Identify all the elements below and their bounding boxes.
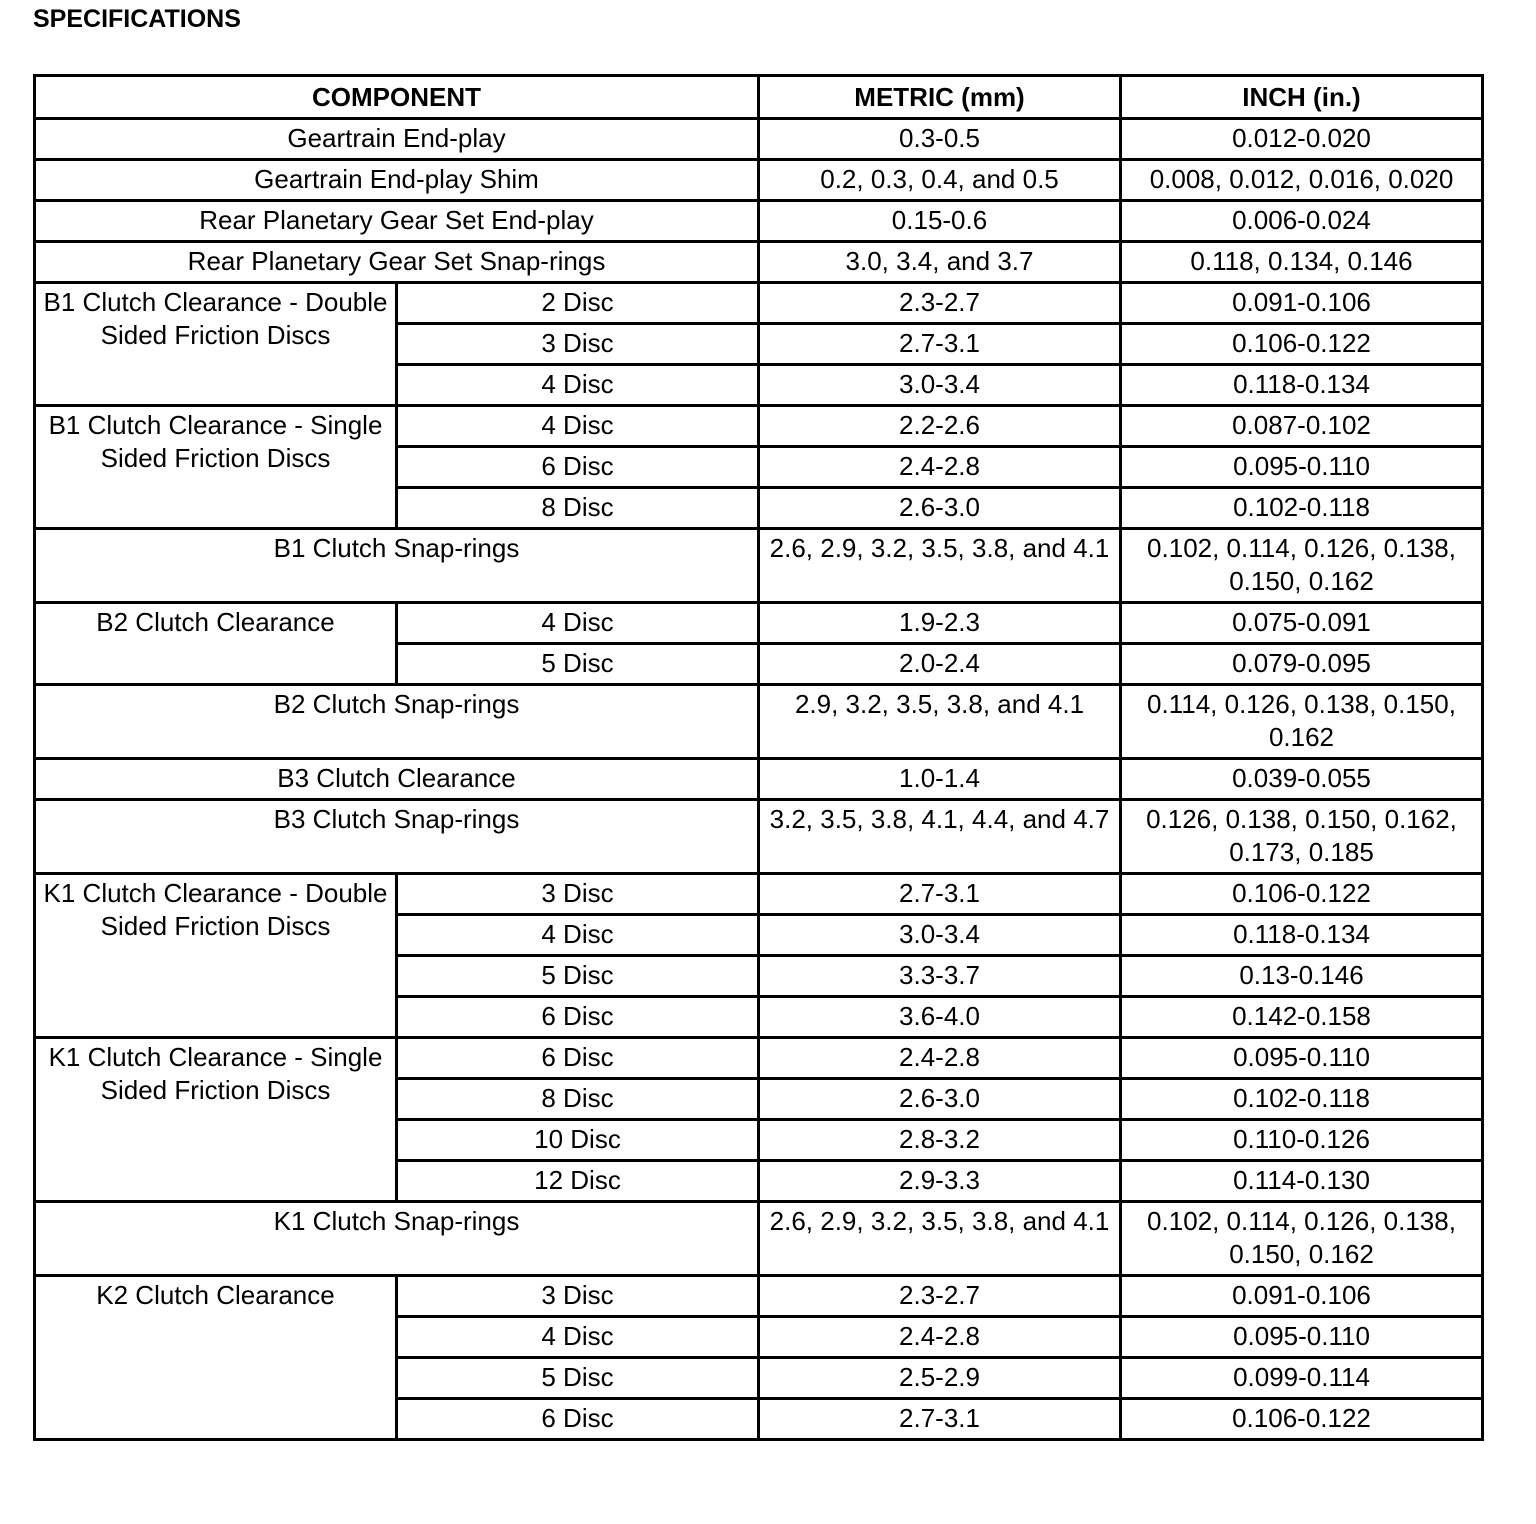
metric-cell: 3.0, 3.4, and 3.7 — [759, 242, 1121, 283]
disc-count-cell: 6 Disc — [397, 997, 759, 1038]
metric-cell: 2.6, 2.9, 3.2, 3.5, 3.8, and 4.1 — [759, 529, 1121, 603]
specifications-table — [33, 74, 1484, 1441]
component-group-cell: K1 Clutch Clearance - Single Sided Friction Discs — [35, 1038, 397, 1202]
metric-cell: 3.0-3.4 — [759, 365, 1121, 406]
inch-cell: 0.114-0.130 — [1121, 1161, 1483, 1202]
metric-cell: 2.4-2.8 — [759, 1317, 1121, 1358]
inch-cell: 0.099-0.114 — [1121, 1358, 1483, 1399]
disc-count-cell: 4 Disc — [397, 915, 759, 956]
table-row — [35, 759, 1483, 800]
metric-cell: 2.4-2.8 — [759, 1038, 1121, 1079]
disc-count-cell: 5 Disc — [397, 956, 759, 997]
metric-cell: 3.2, 3.5, 3.8, 4.1, 4.4, and 4.7 — [759, 800, 1121, 874]
inch-cell: 0.106-0.122 — [1121, 1399, 1483, 1440]
component-cell: B1 Clutch Snap-rings — [35, 529, 759, 603]
component-cell: K1 Clutch Snap-rings — [35, 1202, 759, 1276]
table-row — [35, 283, 1483, 324]
column-header-inch: INCH (in.) — [1121, 76, 1483, 119]
metric-cell: 2.9, 3.2, 3.5, 3.8, and 4.1 — [759, 685, 1121, 759]
inch-cell: 0.142-0.158 — [1121, 997, 1483, 1038]
disc-count-cell: 12 Disc — [397, 1161, 759, 1202]
metric-cell: 3.3-3.7 — [759, 956, 1121, 997]
disc-count-cell: 2 Disc — [397, 283, 759, 324]
metric-cell: 2.5-2.9 — [759, 1358, 1121, 1399]
inch-cell: 0.106-0.122 — [1121, 324, 1483, 365]
disc-count-cell: 3 Disc — [397, 324, 759, 365]
table-header-row — [35, 76, 1483, 119]
table-row — [35, 874, 1483, 915]
metric-cell: 3.0-3.4 — [759, 915, 1121, 956]
inch-cell: 0.102, 0.114, 0.126, 0.138, 0.150, 0.162 — [1121, 1202, 1483, 1276]
metric-cell: 2.6-3.0 — [759, 488, 1121, 529]
inch-cell: 0.012-0.020 — [1121, 119, 1483, 160]
table-row — [35, 685, 1483, 759]
metric-cell: 2.2-2.6 — [759, 406, 1121, 447]
disc-count-cell: 3 Disc — [397, 874, 759, 915]
component-cell: Geartrain End-play Shim — [35, 160, 759, 201]
inch-cell: 0.039-0.055 — [1121, 759, 1483, 800]
component-group-cell: B2 Clutch Clearance — [35, 603, 397, 685]
metric-cell: 2.6-3.0 — [759, 1079, 1121, 1120]
table-row — [35, 1038, 1483, 1079]
table-row — [35, 529, 1483, 603]
metric-cell: 2.7-3.1 — [759, 324, 1121, 365]
inch-cell: 0.006-0.024 — [1121, 201, 1483, 242]
component-cell: B3 Clutch Clearance — [35, 759, 759, 800]
inch-cell: 0.118, 0.134, 0.146 — [1121, 242, 1483, 283]
disc-count-cell: 6 Disc — [397, 1038, 759, 1079]
table-row — [35, 603, 1483, 644]
disc-count-cell: 8 Disc — [397, 1079, 759, 1120]
component-group-cell: B1 Clutch Clearance - Single Sided Friction Discs — [35, 406, 397, 529]
inch-cell: 0.087-0.102 — [1121, 406, 1483, 447]
disc-count-cell: 3 Disc — [397, 1276, 759, 1317]
component-cell: B3 Clutch Snap-rings — [35, 800, 759, 874]
disc-count-cell: 6 Disc — [397, 447, 759, 488]
inch-cell: 0.118-0.134 — [1121, 365, 1483, 406]
disc-count-cell: 6 Disc — [397, 1399, 759, 1440]
page-title: SPECIFICATIONS — [33, 5, 241, 33]
component-group-cell: K1 Clutch Clearance - Double Sided Friction Discs — [35, 874, 397, 1038]
inch-cell: 0.102-0.118 — [1121, 1079, 1483, 1120]
inch-cell: 0.106-0.122 — [1121, 874, 1483, 915]
inch-cell: 0.095-0.110 — [1121, 447, 1483, 488]
metric-cell: 0.2, 0.3, 0.4, and 0.5 — [759, 160, 1121, 201]
disc-count-cell: 4 Disc — [397, 603, 759, 644]
disc-count-cell: 4 Disc — [397, 1317, 759, 1358]
table-row — [35, 800, 1483, 874]
table-row — [35, 242, 1483, 283]
table-row — [35, 1202, 1483, 1276]
inch-cell: 0.118-0.134 — [1121, 915, 1483, 956]
inch-cell: 0.102-0.118 — [1121, 488, 1483, 529]
inch-cell: 0.13-0.146 — [1121, 956, 1483, 997]
table-row — [35, 1276, 1483, 1317]
component-cell: Geartrain End-play — [35, 119, 759, 160]
inch-cell: 0.091-0.106 — [1121, 1276, 1483, 1317]
component-cell: B2 Clutch Snap-rings — [35, 685, 759, 759]
inch-cell: 0.095-0.110 — [1121, 1317, 1483, 1358]
metric-cell: 3.6-4.0 — [759, 997, 1121, 1038]
table-row — [35, 406, 1483, 447]
metric-cell: 2.0-2.4 — [759, 644, 1121, 685]
component-group-cell: K2 Clutch Clearance — [35, 1276, 397, 1440]
column-header-metric: METRIC (mm) — [759, 76, 1121, 119]
metric-cell: 1.9-2.3 — [759, 603, 1121, 644]
metric-cell: 2.9-3.3 — [759, 1161, 1121, 1202]
metric-cell: 0.3-0.5 — [759, 119, 1121, 160]
metric-cell: 2.3-2.7 — [759, 283, 1121, 324]
inch-cell: 0.102, 0.114, 0.126, 0.138, 0.150, 0.162 — [1121, 529, 1483, 603]
inch-cell: 0.110-0.126 — [1121, 1120, 1483, 1161]
metric-cell: 2.7-3.1 — [759, 1399, 1121, 1440]
table-row — [35, 119, 1483, 160]
disc-count-cell: 5 Disc — [397, 1358, 759, 1399]
inch-cell: 0.114, 0.126, 0.138, 0.150, 0.162 — [1121, 685, 1483, 759]
disc-count-cell: 5 Disc — [397, 644, 759, 685]
inch-cell: 0.075-0.091 — [1121, 603, 1483, 644]
component-cell: Rear Planetary Gear Set End-play — [35, 201, 759, 242]
table-row — [35, 160, 1483, 201]
metric-cell: 2.4-2.8 — [759, 447, 1121, 488]
metric-cell: 1.0-1.4 — [759, 759, 1121, 800]
inch-cell: 0.095-0.110 — [1121, 1038, 1483, 1079]
inch-cell: 0.126, 0.138, 0.150, 0.162, 0.173, 0.185 — [1121, 800, 1483, 874]
column-header-component: COMPONENT — [35, 76, 759, 119]
component-group-cell: B1 Clutch Clearance - Double Sided Friction Discs — [35, 283, 397, 406]
disc-count-cell: 4 Disc — [397, 406, 759, 447]
metric-cell: 0.15-0.6 — [759, 201, 1121, 242]
inch-cell: 0.091-0.106 — [1121, 283, 1483, 324]
metric-cell: 2.3-2.7 — [759, 1276, 1121, 1317]
disc-count-cell: 10 Disc — [397, 1120, 759, 1161]
inch-cell: 0.008, 0.012, 0.016, 0.020 — [1121, 160, 1483, 201]
disc-count-cell: 4 Disc — [397, 365, 759, 406]
metric-cell: 2.7-3.1 — [759, 874, 1121, 915]
component-cell: Rear Planetary Gear Set Snap-rings — [35, 242, 759, 283]
disc-count-cell: 8 Disc — [397, 488, 759, 529]
metric-cell: 2.8-3.2 — [759, 1120, 1121, 1161]
inch-cell: 0.079-0.095 — [1121, 644, 1483, 685]
table-row — [35, 201, 1483, 242]
metric-cell: 2.6, 2.9, 3.2, 3.5, 3.8, and 4.1 — [759, 1202, 1121, 1276]
